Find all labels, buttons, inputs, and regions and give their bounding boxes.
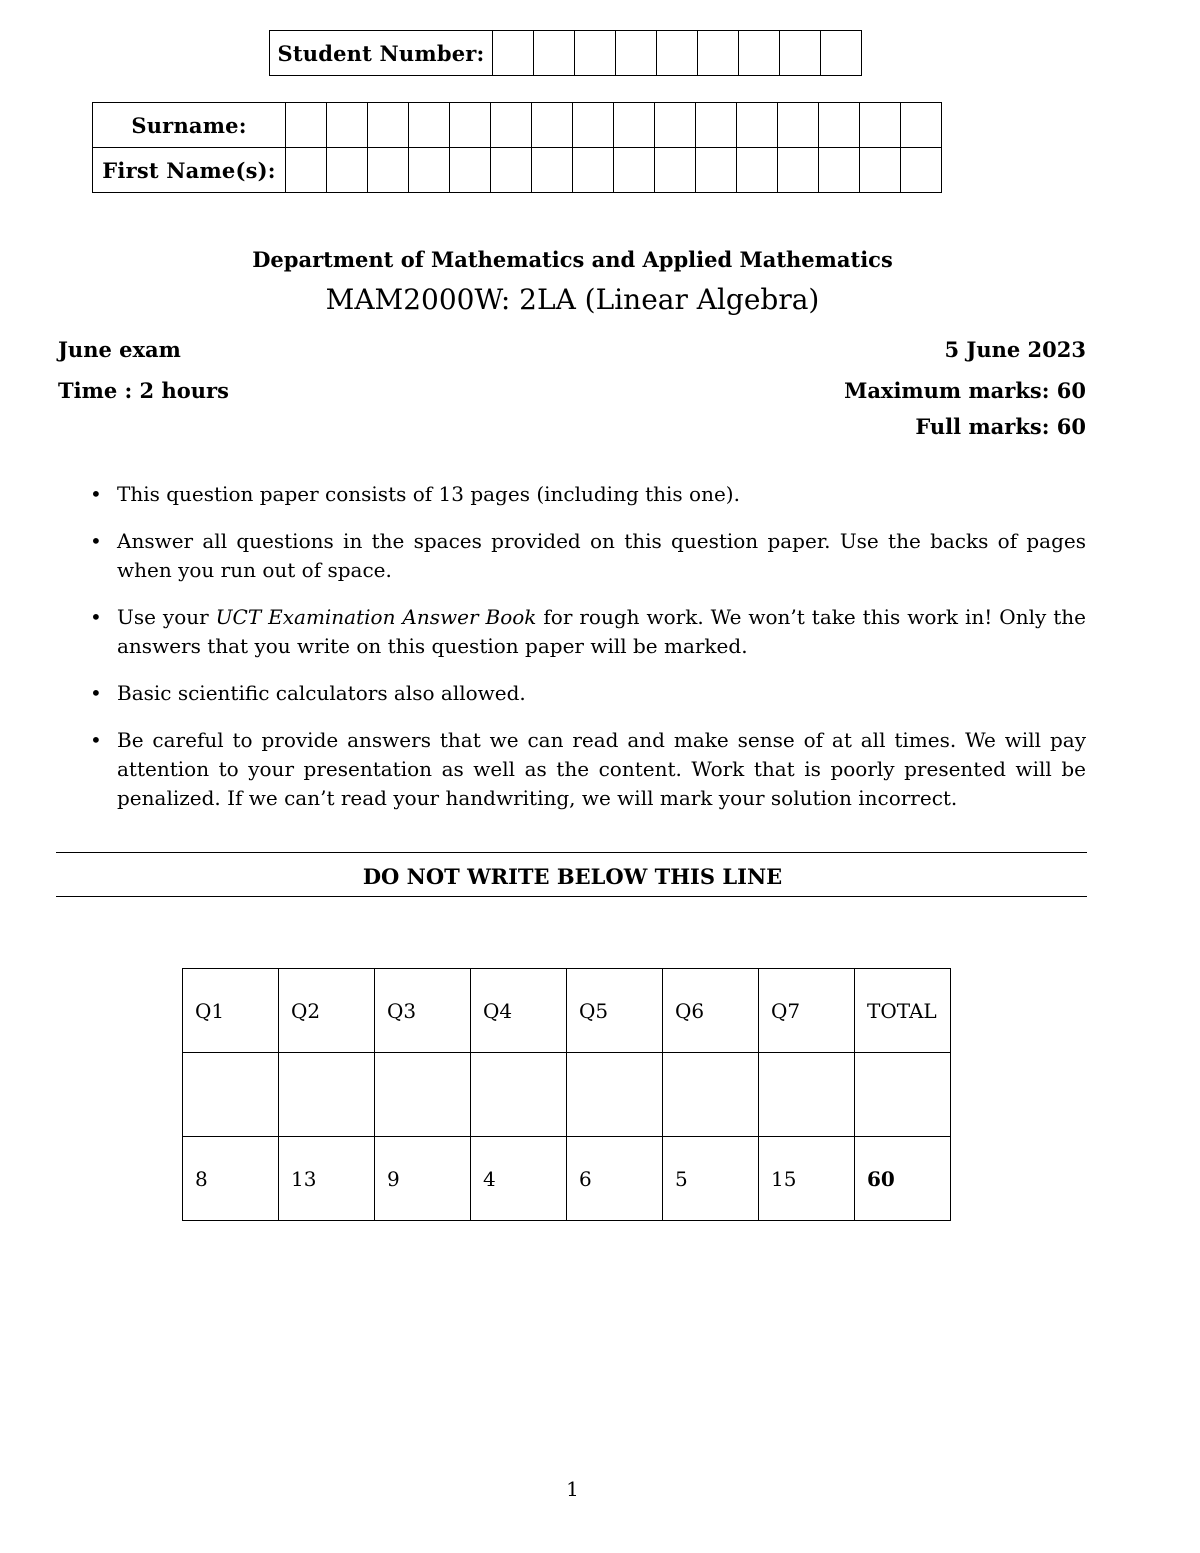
surname-box[interactable] (286, 103, 327, 148)
exam-date: 5 June 2023 (944, 337, 1086, 362)
student-number-box[interactable] (698, 31, 739, 76)
surname-box[interactable] (696, 103, 737, 148)
student-number-box[interactable] (493, 31, 534, 76)
surname-box[interactable] (860, 103, 901, 148)
surname-label: Surname: (93, 103, 286, 148)
surname-row (93, 103, 942, 148)
first-names-box[interactable] (327, 148, 368, 193)
first-names-box[interactable] (737, 148, 778, 193)
surname-box[interactable] (614, 103, 655, 148)
total-max-mark-cell: 60 (855, 1137, 951, 1221)
instruction-text: Answer all questions in the spaces provided on this question paper. Use the backs of pages when you run out of space. (117, 529, 1086, 582)
instruction-item (90, 527, 1086, 585)
question-header: Q5 (567, 969, 663, 1053)
first-names-label: First Name(s): (93, 148, 286, 193)
question-header: Q1 (183, 969, 279, 1053)
first-names-box[interactable] (286, 148, 327, 193)
first-names-box[interactable] (532, 148, 573, 193)
max-mark-cell: 5 (663, 1137, 759, 1221)
total-header: TOTAL (855, 969, 951, 1053)
first-names-box[interactable] (491, 148, 532, 193)
total-score-cell[interactable] (855, 1053, 951, 1137)
first-names-box[interactable] (368, 148, 409, 193)
instruction-item (90, 480, 1086, 509)
exam-time: Time : 2 hours (58, 378, 229, 403)
instruction-text: This question paper consists of 13 pages (including this one). (117, 482, 740, 506)
max-mark-cell: 4 (471, 1137, 567, 1221)
max-mark-cell: 13 (279, 1137, 375, 1221)
max-mark-cell: 15 (759, 1137, 855, 1221)
score-cell[interactable] (471, 1053, 567, 1137)
answer-book-name: UCT Examination Answer Book (215, 605, 537, 629)
student-number-table (269, 30, 862, 76)
student-number-box[interactable] (821, 31, 862, 76)
surname-box[interactable] (532, 103, 573, 148)
surname-box[interactable] (655, 103, 696, 148)
bullet-icon: • (90, 529, 102, 553)
score-cell[interactable] (375, 1053, 471, 1137)
bullet-icon: • (90, 681, 102, 705)
divider-line (56, 852, 1087, 853)
surname-box[interactable] (778, 103, 819, 148)
question-header: Q7 (759, 969, 855, 1053)
marks-score-row (183, 1053, 951, 1137)
score-cell[interactable] (663, 1053, 759, 1137)
instruction-text: Be careful to provide answers that we can read and make sense of at all times. We will pay attention to your presentation as well as the content. Work that is poorly presented will be penalized. If we can’t read your handwriting, we will mark your solution incorrect. (117, 728, 1086, 810)
first-names-box[interactable] (409, 148, 450, 193)
instruction-text: Basic scientific calculators also allowed. (117, 681, 526, 705)
full-marks: Full marks: 60 (915, 414, 1086, 439)
bullet-icon: • (90, 728, 102, 752)
first-names-box[interactable] (901, 148, 942, 193)
exam-name: June exam (58, 337, 181, 362)
surname-box[interactable] (491, 103, 532, 148)
course-title: MAM2000W: 2LA (Linear Algebra) (325, 283, 820, 316)
marks-table (182, 968, 951, 1221)
surname-box[interactable] (368, 103, 409, 148)
student-number-box[interactable] (739, 31, 780, 76)
first-names-box[interactable] (450, 148, 491, 193)
instruction-item (90, 603, 1086, 661)
do-not-write-notice: DO NOT WRITE BELOW THIS LINE (362, 864, 783, 889)
name-table (92, 102, 942, 193)
question-header: Q2 (279, 969, 375, 1053)
student-number-box[interactable] (575, 31, 616, 76)
instruction-text-part: Use your (117, 605, 216, 629)
score-cell[interactable] (183, 1053, 279, 1137)
first-names-box[interactable] (573, 148, 614, 193)
question-header: Q3 (375, 969, 471, 1053)
marks-max-row (183, 1137, 951, 1221)
surname-box[interactable] (819, 103, 860, 148)
divider-line (56, 896, 1087, 897)
instruction-item (90, 679, 1086, 708)
instruction-text (117, 605, 1086, 658)
first-names-box[interactable] (696, 148, 737, 193)
student-number-box[interactable] (534, 31, 575, 76)
surname-box[interactable] (327, 103, 368, 148)
student-number-box[interactable] (657, 31, 698, 76)
question-header: Q4 (471, 969, 567, 1053)
first-names-row (93, 148, 942, 193)
max-mark-cell: 9 (375, 1137, 471, 1221)
department-heading: Department of Mathematics and Applied Mathematics (252, 247, 893, 272)
marks-header-row (183, 969, 951, 1053)
page-number: 1 (566, 1477, 579, 1501)
instructions-list (90, 480, 1086, 831)
surname-box[interactable] (737, 103, 778, 148)
question-header: Q6 (663, 969, 759, 1053)
surname-box[interactable] (901, 103, 942, 148)
first-names-box[interactable] (614, 148, 655, 193)
student-number-box[interactable] (616, 31, 657, 76)
first-names-box[interactable] (778, 148, 819, 193)
instruction-text-part: for rough work. We won’t take this work in! Only the answers that you write on this question paper will be marked. (117, 605, 1086, 658)
surname-box[interactable] (573, 103, 614, 148)
first-names-box[interactable] (860, 148, 901, 193)
instruction-item (90, 726, 1086, 813)
maximum-marks: Maximum marks: 60 (844, 378, 1086, 403)
bullet-icon: • (90, 605, 102, 629)
surname-box[interactable] (409, 103, 450, 148)
max-mark-cell: 8 (183, 1137, 279, 1221)
max-mark-cell: 6 (567, 1137, 663, 1221)
student-number-box[interactable] (780, 31, 821, 76)
first-names-box[interactable] (819, 148, 860, 193)
surname-box[interactable] (450, 103, 491, 148)
first-names-box[interactable] (655, 148, 696, 193)
score-cell[interactable] (567, 1053, 663, 1137)
score-cell[interactable] (279, 1053, 375, 1137)
bullet-icon: • (90, 482, 102, 506)
student-number-label: Student Number: (270, 31, 493, 76)
score-cell[interactable] (759, 1053, 855, 1137)
